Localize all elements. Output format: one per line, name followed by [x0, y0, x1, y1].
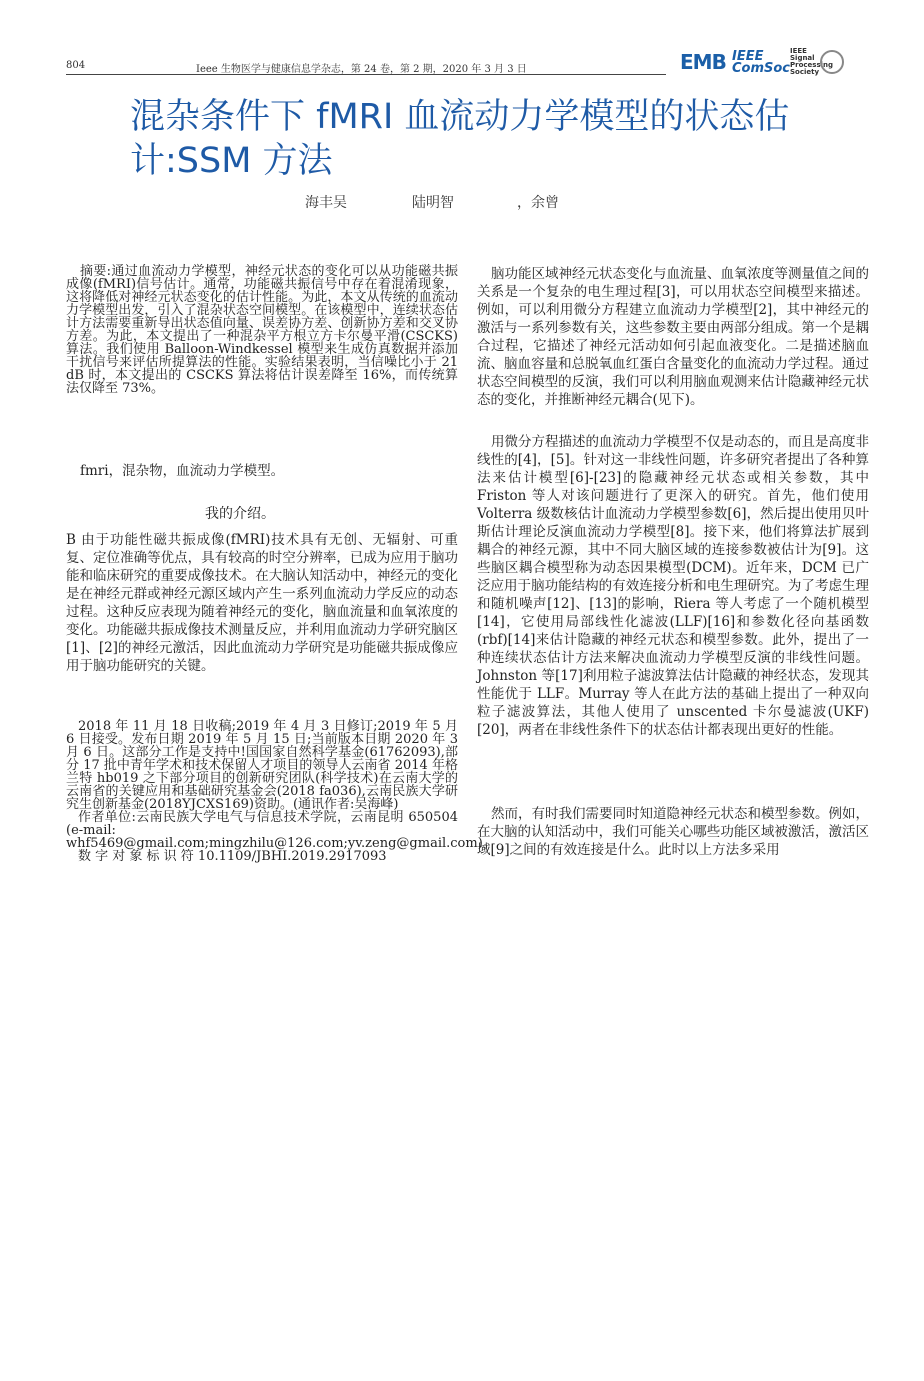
- page-number: 804: [66, 60, 86, 71]
- signal-processing-logo: IEEE Signal Processing Society: [790, 47, 834, 76]
- footnotes: [66, 719, 496, 864]
- abstract-text: 摘要:通过血流动力学模型，神经元状态的变化可以从功能磁共振成像(fMRI)信号估计。通常，功能磁共振信号中存在着混淆现象，这将降低对神经元状态变化的估计性能。为此，本文从传统的血流动力学模型出发，引入了混杂状态空间模型。在该模型中，连续状态估计方法需要重新导出状态值向量、误差协方差、创新协方差和交叉协方差。为此，本文提出了一种混杂平方根立方卡尔曼平滑(CSCKS)算法。我们使用 Balloon-Windkessel 模型来生成仿真数据并添加干扰信号来评估所提算法的性能。实验结果表明，当信噪比小于 21 dB 时，本文提出的 CSCKS 算法将估计误差降至 16%，而传统算法仅降至 73%。: [66, 264, 458, 396]
- comsoc-logo: IEEE ComSoc: [732, 49, 791, 76]
- footnote-doi: 数 字 对 象 标 识 符 10.1109/JBHI.2019.2917093: [78, 849, 387, 864]
- right-paragraph-2: 用微分方程描述的血流动力学模型不仅是动态的，而且是高度非线性的[4]，[5]。针对这一非线性问题，许多研究者提出了各种算法来估计模型[6]-[23]的隐藏神经元状态或相关参数，其中 Friston 等人对该问题进行了更深入的研究。首先，他们使用 Volterra 级数核估计血流动力学模型参数[6]，然后提出使用贝叶斯估计理论反演血流动力学模型[8]。接下来，他们将算法扩展到耦合的神经元源，其中不同大脑区域的连接参数被估计为[9]。这些脑区耦合模型称为动态因果模型(DCM)。近年来，DCM 已广泛应用于脑功能结构的有效连接分析和电生理研究。为了考虑生理和随机噪声[12]、[13]的影响，Riera 等人考虑了一个随机模型[14]，它使用局部线性化滤波(LLF)[16]和参数化径向基函数(rbf)[14]来估计隐藏的神经元状态和模型参数。此外，提出了一种连续状态估计方法来解决血流动力学模型反演的非线性问题。Johnston 等[17]利用粒子滤波算法估计隐藏的神经状态，发现其性能优于 LLF。Murray 等人在此方法的基础上提出了一种双向粒子滤波算法，其他人使用了 unscented 卡尔曼滤波(UKF)[20]，两者在非线性条件下的状态估计都表现出更好的性能。: [477, 434, 869, 738]
- emb-logo: EMB: [680, 50, 726, 74]
- running-header: [66, 60, 666, 75]
- journal-citation: Ieee 生物医学与健康信息学杂志，第 24 卷，第 2 期，2020 年 3 月 3 日: [196, 64, 527, 75]
- paper-title: 混杂条件下 fMRI 血流动力学模型的状态估计:SSM 方法: [130, 97, 790, 181]
- right-paragraph-1: 脑功能区域神经元状态变化与血流量、血氧浓度等测量值之间的关系是一个复杂的电生理过程[3]，可以用状态空间模型来描述。例如，可以利用微分方程建立血流动力学模型[2]，其中神经元的激活与一系列参数有关，这些参数主要由两部分组成。第一个是耦合过程，它描述了神经元活动如何引起血液变化。二是描述脑血流、脑血容量和总脱氧血红蛋白含量变化的血流动力学过程。通过状态空间模型的反演，我们可以利用脑血观测来估计隐藏神经元状态的变化，并推断神经元耦合(见下)。: [477, 266, 869, 408]
- intro-paragraph: B 由于功能性磁共振成像(fMRI)技术具有无创、无辐射、可重复、定位准确等优点，具有较高的时空分辨率，已成为应用于脑功能和临床研究的重要成像技术。在大脑认知活动中，神经元的变化是在神经元群或神经元源区域内产生一系列血流动力学反应的动态过程。这种反应表现为随着神经元的变化，脑血流量和血氧浓度的变化。功能磁共振成像技术测量反应，并利用血流动力学研究脑区[1]、[2]的神经元激活，因此血流动力学研究是功能磁共振成像应用于脑功能研究的关键。: [66, 532, 458, 674]
- intro-left-column: [66, 531, 458, 675]
- abstract: [66, 265, 458, 395]
- keywords: fmri，混杂物，血流动力学模型。: [80, 463, 285, 479]
- section-heading: 我的介绍。: [205, 506, 275, 522]
- footnote-dates-funding: 2018 年 11 月 18 日收稿;2019 年 4 月 3 日修订;2019 年 5 月 6 日接受。发布日期 2019 年 5 月 15 日;当前版本日期 2020 年 3 月 6 日。这部分工作是支持中!国国家自然科学基金(61762093),部分 17 批中青年学术和技术保留人才项目的领导人云南省 2014 年格兰特 hb019 之下部分项目的创新研究团队(科学技术)在云南大学的云南省的关键应用和基础研究基金会(2018 fa036),云南民族大学研究生创新基金(2018YJCXS169)资助。(通讯作者:吴海峰): [66, 719, 458, 812]
- publisher-logos: [680, 48, 850, 78]
- sp-society-emblem-icon: [820, 50, 844, 74]
- author-3: ，余曾: [517, 195, 559, 211]
- author-2: 陆明智: [412, 195, 454, 211]
- footnote-affiliation: 作者单位:云南民族大学电气与信息技术学院，云南昆明 650504 (e-mail: whf5469@gmail.com;mingzhilu@126.com;yv.zeng@gmail.com)。: [66, 810, 496, 851]
- author-1: 海丰吴: [305, 195, 347, 211]
- right-paragraph-3: 然而，有时我们需要同时知道隐神经元状态和模型参数。例如，在大脑的认知活动中，我们可能关心哪些功能区域被激活，激活区域[9]之间的有效连接是什么。此时以上方法多采用: [477, 806, 869, 858]
